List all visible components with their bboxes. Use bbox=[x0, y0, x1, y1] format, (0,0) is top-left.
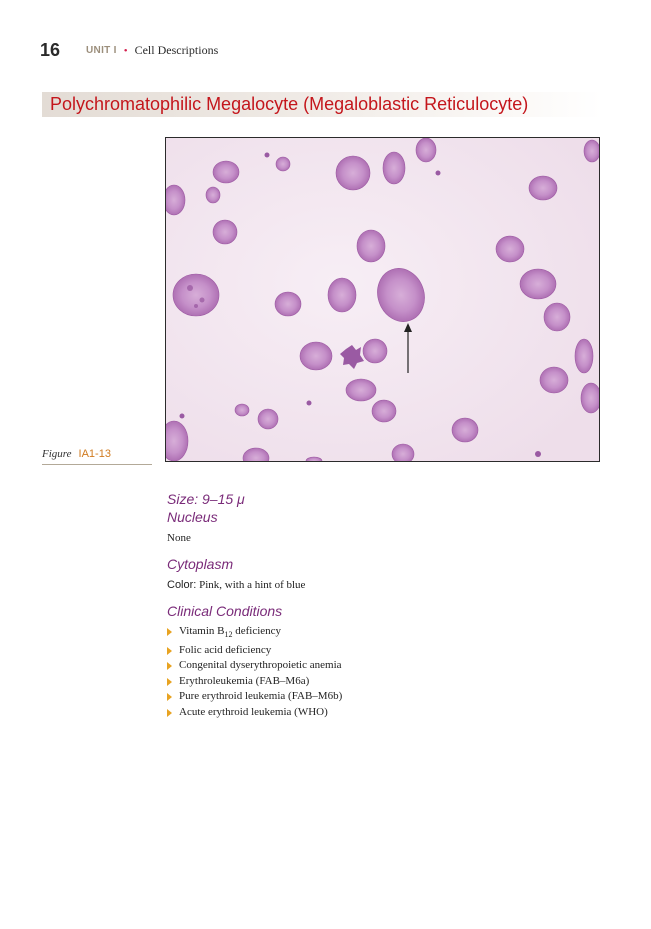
red-cell bbox=[416, 138, 436, 162]
section-name: Cell Descriptions bbox=[134, 43, 219, 57]
red-cell bbox=[213, 161, 239, 183]
cytoplasm-heading: Cytoplasm bbox=[167, 556, 234, 572]
size-heading: Size: 9–15 μ bbox=[167, 491, 245, 507]
platelet bbox=[535, 451, 541, 457]
inclusion bbox=[187, 285, 193, 291]
bullet-icon bbox=[167, 709, 172, 717]
red-cell bbox=[575, 339, 593, 373]
bullet-icon bbox=[167, 628, 172, 636]
red-cell bbox=[300, 342, 332, 370]
bullet-icon bbox=[167, 693, 172, 701]
red-cell bbox=[452, 418, 478, 442]
condition-text: Acute erythroid leukemia (WHO) bbox=[179, 705, 328, 718]
red-cell bbox=[275, 292, 301, 316]
red-cell bbox=[166, 185, 185, 215]
figure-label: Figure bbox=[42, 448, 72, 460]
condition-text: Congenital dyserythropoietic anemia bbox=[179, 659, 342, 672]
nucleus-text: None bbox=[167, 532, 191, 544]
page-number: 16 bbox=[40, 40, 61, 60]
bullet-icon bbox=[167, 647, 172, 655]
red-cell bbox=[328, 278, 356, 312]
red-cell bbox=[213, 220, 237, 244]
red-cell bbox=[540, 367, 568, 393]
red-cell bbox=[276, 157, 290, 171]
inclusion bbox=[194, 304, 198, 308]
list-item bbox=[167, 624, 597, 643]
condition-subscript: 12 bbox=[224, 630, 233, 640]
red-cell bbox=[346, 379, 376, 401]
red-cell bbox=[544, 303, 570, 331]
red-cell bbox=[584, 140, 599, 162]
page-title: Polychromatophilic Megalocyte (Megaloblastic Reticulocyte) bbox=[50, 94, 529, 114]
bullet-icon bbox=[167, 678, 172, 686]
list-item bbox=[167, 658, 597, 674]
blood-smear-micrograph bbox=[165, 137, 600, 462]
red-cell bbox=[258, 409, 278, 429]
list-item bbox=[167, 674, 597, 690]
red-cell bbox=[372, 400, 396, 422]
red-cell bbox=[529, 176, 557, 200]
unit-label: UNIT I bbox=[86, 45, 117, 56]
bullet-icon bbox=[167, 662, 172, 670]
condition-text: deficiency bbox=[232, 625, 282, 637]
platelet bbox=[436, 171, 441, 176]
condition-text: Pure erythroid leukemia (FAB–M6b) bbox=[179, 690, 343, 703]
red-cell bbox=[383, 152, 405, 184]
figure-caption bbox=[42, 444, 152, 465]
clinical-conditions-list bbox=[167, 624, 597, 720]
red-cell bbox=[357, 230, 385, 262]
figure-id: IA1-13 bbox=[78, 448, 111, 460]
header-separator: • bbox=[123, 44, 128, 57]
red-cell bbox=[206, 187, 220, 203]
list-item bbox=[167, 705, 597, 721]
condition-text: Folic acid deficiency bbox=[179, 643, 272, 656]
platelet bbox=[180, 414, 185, 419]
color-label: Color: bbox=[167, 579, 197, 591]
red-cell bbox=[173, 274, 219, 316]
red-cell bbox=[392, 444, 414, 461]
cytoplasm-color bbox=[167, 578, 597, 592]
red-cell bbox=[496, 236, 524, 262]
red-cell bbox=[235, 404, 249, 416]
list-item bbox=[167, 689, 597, 705]
red-cell bbox=[363, 339, 387, 363]
condition-text: Vitamin B bbox=[179, 625, 225, 637]
color-value: Pink, with a hint of blue bbox=[199, 579, 306, 591]
red-cell bbox=[520, 269, 556, 299]
page-header bbox=[40, 40, 218, 64]
platelet bbox=[265, 153, 270, 158]
nucleus-heading: Nucleus bbox=[167, 509, 218, 525]
red-cell bbox=[336, 156, 370, 190]
platelet bbox=[307, 401, 312, 406]
list-item bbox=[167, 643, 597, 659]
clinical-conditions-heading: Clinical Conditions bbox=[167, 603, 283, 619]
inclusion bbox=[200, 298, 205, 303]
condition-text: Erythroleukemia (FAB–M6a) bbox=[179, 674, 310, 687]
red-cell bbox=[581, 383, 599, 413]
cell-description bbox=[167, 490, 597, 720]
